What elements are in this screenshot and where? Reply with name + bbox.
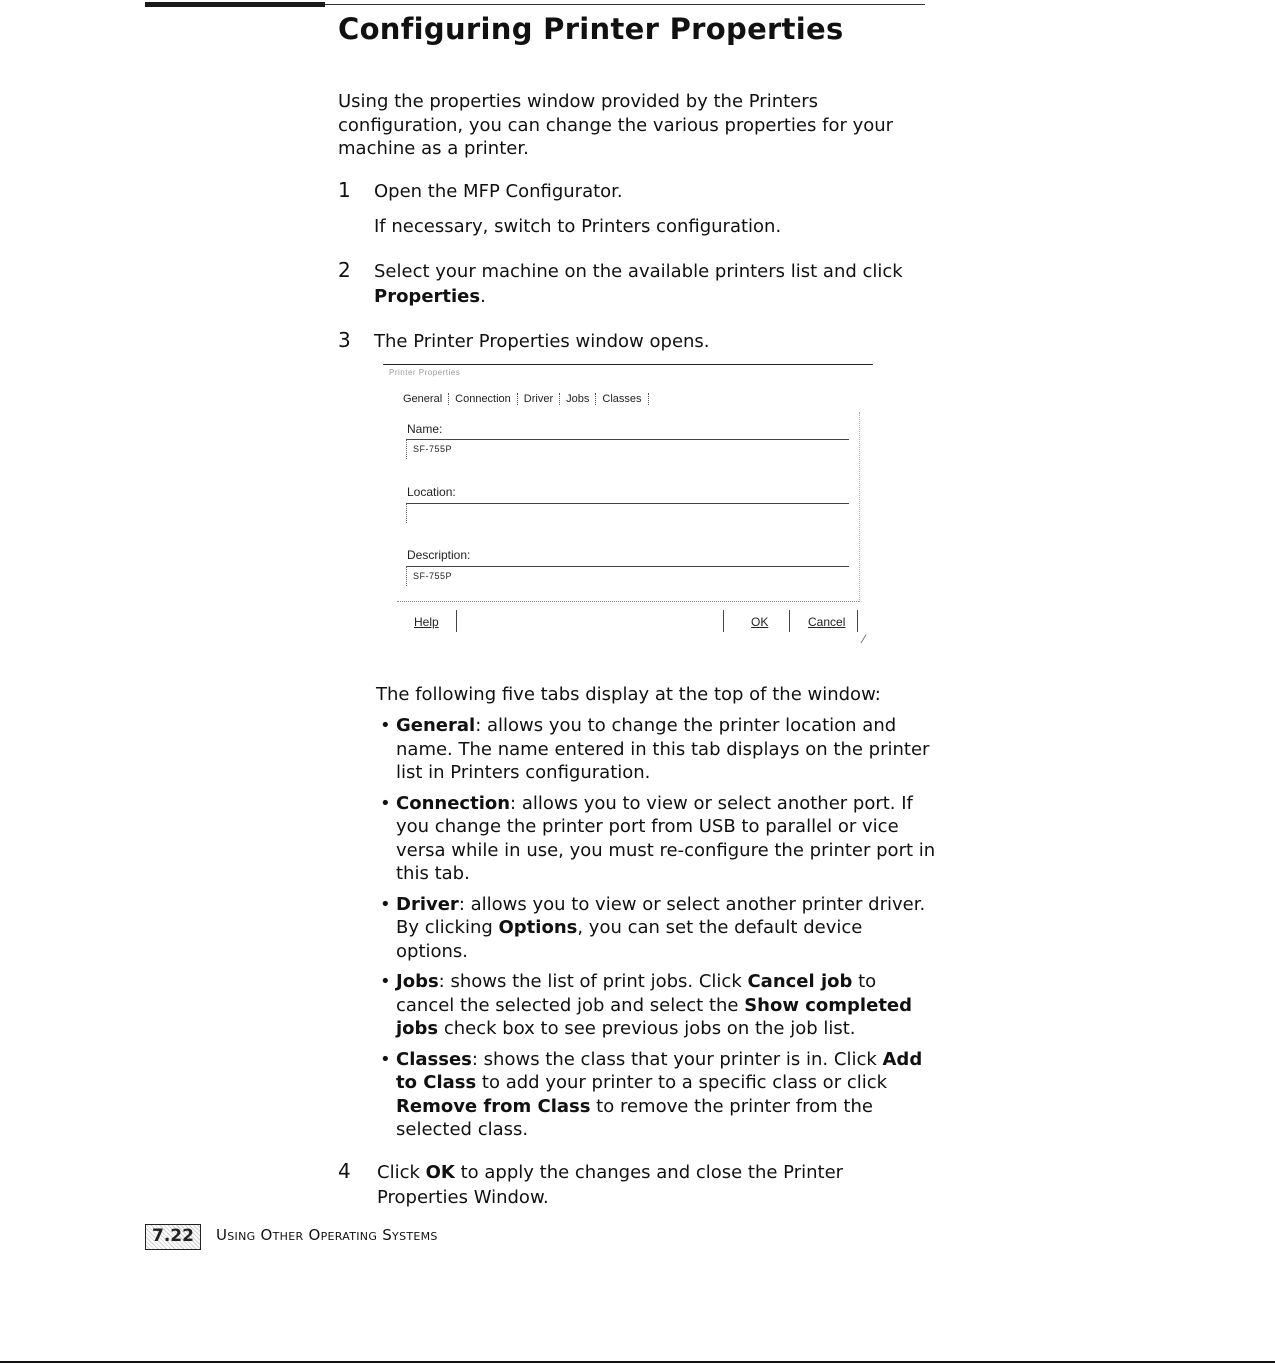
dialog-title: Printer Properties — [389, 368, 461, 377]
tabs-intro: The following five tabs display at the top of the window: — [376, 684, 881, 705]
step-3-text: The Printer Properties window opens. — [374, 331, 710, 352]
name-field[interactable]: SF-755P — [406, 439, 849, 459]
apply-button-edge — [723, 610, 724, 632]
dialog-border — [383, 364, 873, 365]
dialog-separator — [397, 601, 859, 602]
description-label: Description: — [407, 548, 471, 562]
cancel-button-edge — [857, 610, 858, 632]
step-2-number: 2 — [338, 258, 351, 282]
help-button-edge — [456, 610, 457, 632]
page-number-badge: 7.22 — [145, 1224, 201, 1250]
header-rule-dark — [145, 2, 325, 7]
resize-grip-icon[interactable]: ⁄ — [863, 632, 866, 646]
step-2-text: Select your machine on the available printers list and click Properties. — [374, 261, 903, 307]
tab-jobs[interactable]: Jobs — [560, 393, 596, 405]
header-rule — [325, 4, 925, 5]
ok-button-edge — [789, 610, 790, 632]
footer-section-title: Using Other Operating Systems — [216, 1226, 438, 1244]
tab-classes[interactable]: Classes — [596, 393, 648, 405]
dialog-tabs — [403, 393, 649, 405]
bullet-classes: • Classes: shows the class that your printer is in. Click Add to Class to add your printer to a specific class or click Remove from Class to remove the printer from the selected class. — [380, 1048, 940, 1142]
cancel-button[interactable]: Cancel — [808, 615, 846, 629]
bullet-connection: • Connection: allows you to view or select another port. If you change the printer port from USB to parallel or vice versa while in use, you must re-configure the printer port in this tab. — [380, 792, 940, 886]
bullet-driver: • Driver: allows you to view or select another printer driver. By clicking Options, you can set the default device options. — [380, 893, 940, 964]
location-label: Location: — [407, 485, 456, 499]
step-1-subtext: If necessary, switch to Printers configuration. — [374, 216, 782, 237]
page-title: Configuring Printer Properties — [338, 12, 844, 46]
description-field[interactable]: SF-755P — [406, 566, 849, 586]
ok-button[interactable]: OK — [751, 615, 769, 629]
name-label: Name: — [407, 422, 443, 436]
location-field[interactable] — [406, 503, 849, 523]
tab-driver[interactable]: Driver — [518, 393, 560, 405]
step-4-number: 4 — [338, 1159, 351, 1183]
tab-connection[interactable]: Connection — [449, 393, 518, 405]
dialog-right-edge — [859, 412, 860, 602]
bullet-jobs: • Jobs: shows the list of print jobs. Click Cancel job to cancel the selected job and select the Show completed jobs check box to see previous jobs on the job list. — [380, 970, 940, 1041]
intro-paragraph: Using the properties window provided by the Printers configuration, you can change the various properties for your machine as a printer. — [338, 91, 894, 159]
step-3-number: 3 — [338, 328, 351, 352]
bullet-general: • General: allows you to change the printer location and name. The name entered in this tab displays on the printer list in Printers configuration. — [380, 714, 940, 785]
tab-general[interactable]: General — [403, 393, 449, 405]
bottom-rule — [0, 1361, 1275, 1363]
step-1-number: 1 — [338, 178, 351, 202]
step-1-text: Open the MFP Configurator. — [374, 181, 623, 202]
tabs-bullet-list — [380, 714, 940, 1149]
printer-properties-dialog — [383, 364, 875, 649]
step-4-text: Click OK to apply the changes and close the Printer Properties Window. — [377, 1162, 844, 1208]
help-button[interactable]: Help — [414, 615, 439, 629]
